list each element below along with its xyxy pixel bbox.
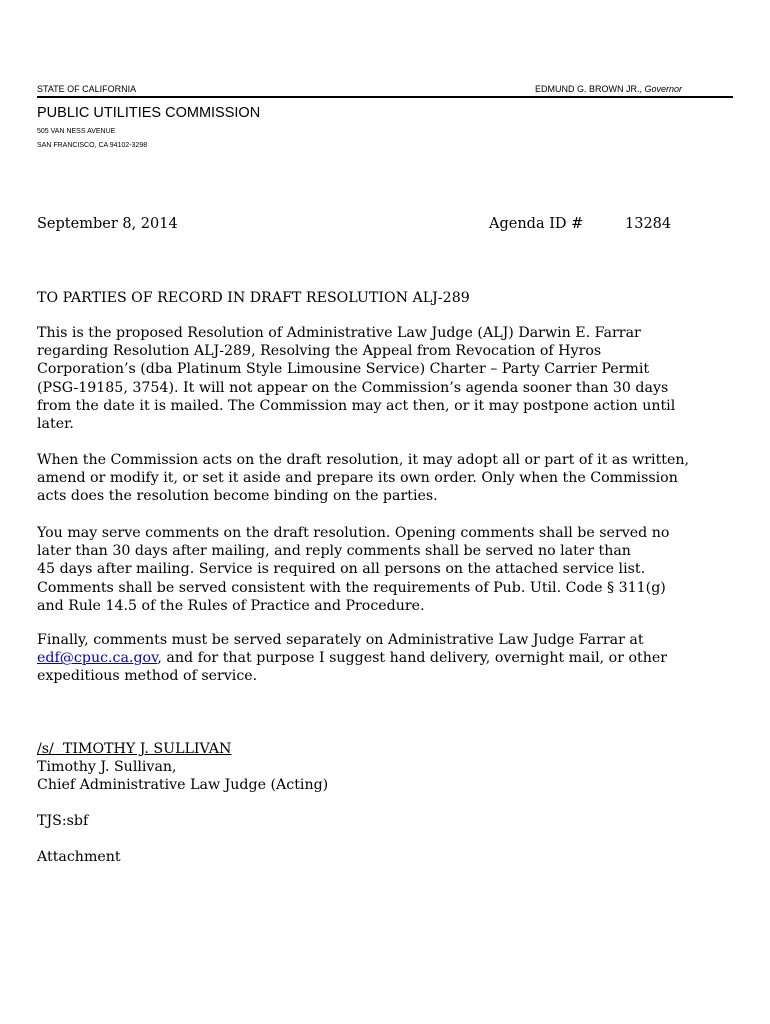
- dateline: [37, 215, 737, 233]
- email-link[interactable]: edf@cpuc.ca.gov: [37, 650, 158, 667]
- paragraph-line: When the Commission acts on the draft resolution, it may adopt all or part of it as written,: [37, 452, 690, 468]
- attachment-note: Attachment: [37, 849, 121, 865]
- governor-title: Governor: [644, 84, 683, 94]
- subject-line: TO PARTIES OF RECORD IN DRAFT RESOLUTION ALJ-289: [37, 290, 470, 306]
- paragraph-line: You may serve comments on the draft resolution. Opening comments shall be served no: [37, 525, 670, 541]
- governor-label: [535, 83, 682, 95]
- paragraph-line: Finally, comments must be served separately on Administrative Law Judge Farrar at: [37, 632, 644, 648]
- address-line-2: SAN FRANCISCO, CA 94102-3298: [37, 142, 148, 149]
- signer-title: Chief Administrative Law Judge (Acting): [37, 777, 329, 794]
- paragraph-line: expeditious method of service.: [37, 668, 258, 685]
- paragraph-line: [37, 649, 737, 667]
- paragraph-line: Comments shall be served consistent with the requirements of Pub. Util. Code § 311(g): [37, 579, 666, 596]
- paragraph-line: Corporation’s (dba Platinum Style Limousine Service) Charter – Party Carrier Permit: [37, 361, 650, 378]
- paragraph-line: from the date it is mailed. The Commission may act then, or it may postpone action until: [37, 397, 676, 414]
- organization-name: PUBLIC UTILITIES COMMISSION: [37, 105, 261, 121]
- paragraph-line-rest: , and for that purpose I suggest hand delivery, overnight mail, or other: [157, 650, 668, 667]
- paragraph-line: This is the proposed Resolution of Administrative Law Judge (ALJ) Darwin E. Farrar: [37, 325, 641, 341]
- paragraph-commission-action: [37, 451, 737, 506]
- agenda-number: 13284: [625, 216, 672, 232]
- paragraph-comments: [37, 524, 737, 615]
- paragraph-line: (PSG-19185, 3754). It will not appear on the Commission’s agenda sooner than 30 days: [37, 379, 669, 396]
- paragraph-line: regarding Resolution ALJ-289, Resolving the Appeal from Revocation of Hyros: [37, 343, 602, 360]
- paragraph-line: amend or modify it, or set it aside and prepare its own order. Only when the Commission: [37, 470, 678, 487]
- governor-name: EDMUND G. BROWN JR.,: [535, 84, 645, 94]
- state-label: STATE OF CALIFORNIA: [37, 84, 137, 94]
- paragraph-service: [37, 631, 737, 686]
- letterhead-divider: [37, 96, 733, 98]
- paragraph-line: and Rule 14.5 of the Rules of Practice and Procedure.: [37, 597, 425, 614]
- signature-block: [37, 740, 328, 795]
- letterhead-top-line: [37, 83, 733, 97]
- signature-line: /s/ TIMOTHY J. SULLIVAN: [37, 741, 232, 757]
- address-line-1: 505 VAN NESS AVENUE: [37, 128, 116, 135]
- paragraph-line: later than 30 days after mailing, and reply comments shall be served no later than: [37, 543, 631, 560]
- signer-name: Timothy J. Sullivan,: [37, 759, 177, 776]
- letter-date: September 8, 2014: [37, 216, 178, 232]
- paragraph-line: acts does the resolution become binding on the parties.: [37, 488, 438, 505]
- paragraph-proposed-resolution: [37, 324, 737, 433]
- reference-initials: TJS:sbf: [37, 813, 89, 829]
- agenda-label: Agenda ID #: [489, 216, 584, 232]
- paragraph-line: later.: [37, 416, 74, 433]
- paragraph-line: 45 days after mailing. Service is required on all persons on the attached service list.: [37, 561, 646, 578]
